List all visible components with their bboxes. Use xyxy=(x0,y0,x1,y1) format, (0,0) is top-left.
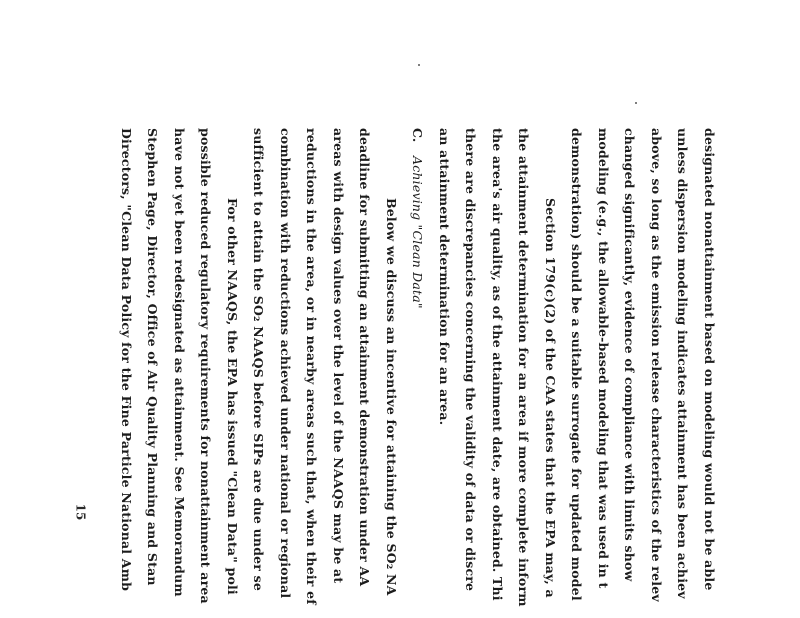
scan-speck xyxy=(418,64,420,66)
rotated-text-block xyxy=(113,128,723,618)
text-line-3: above, so long as the emission release characteristics of the relev xyxy=(649,128,664,602)
text-line-1: designated nonattainment based on modeling would not be able xyxy=(702,128,717,591)
text-line-7: Section 179(c)(2) of the CAA states that the EPA may, a xyxy=(543,198,558,598)
text-line-12: Below we discuss an incentive for attaining the SO₂ NA xyxy=(384,198,399,596)
section-heading xyxy=(404,128,431,618)
text-line-15: reductions in the area, or in nearby areas such that, when their ef xyxy=(304,128,320,605)
text-line-10: there are discrepancies concerning the validity of data or discre xyxy=(463,128,479,592)
text-line-18: For other NAAQS, the EPA has issued "Clean Data" poli xyxy=(225,198,240,595)
page-number: 15 xyxy=(73,503,88,521)
text-line-22: Directors, "Clean Data Policy for the Fine Particle National Amb xyxy=(119,128,134,592)
section-title: Achieving "Clean Data" xyxy=(410,156,426,309)
section-letter: C. xyxy=(410,128,426,143)
text-line-17: sufficient to attain the SO₂ NAAQS before SIPs are due under se xyxy=(251,128,267,592)
text-line-6: demonstration) should be a suitable surrogate for updated model xyxy=(569,128,585,601)
text-line-19: possible reduced regulatory requirements for nonattainment area xyxy=(198,128,214,604)
text-line-14: areas with design values over the level of the NAAQS may be at xyxy=(331,128,346,584)
text-line-11: an attainment determination for an area. xyxy=(437,128,452,426)
scan-speck xyxy=(635,102,637,104)
text-line-2: unless dispersion modeling indicates attainment has been achiev xyxy=(675,128,691,599)
text-line-20: have not yet been redesignated as attainment. See Memorandum xyxy=(172,128,187,597)
text-line-9: the area's air quality, as of the attainment date, are obtained. Thi xyxy=(490,128,505,601)
text-line-21: Stephen Page, Director, Office of Air Quality Planning and Stan xyxy=(145,128,161,586)
text-line-16: combination with reductions achieved under national or regional xyxy=(278,128,293,599)
text-line-8: the attainment determination for an area if more complete inform xyxy=(516,128,532,607)
text-line-5: modeling (e.g., the allowable-based modeling that was used in t xyxy=(596,128,611,589)
text-line-4: changed significantly, evidence of compliance with limits show xyxy=(622,128,638,582)
text-line-13: deadline for submitting an attainment demonstration under AA xyxy=(357,128,373,587)
